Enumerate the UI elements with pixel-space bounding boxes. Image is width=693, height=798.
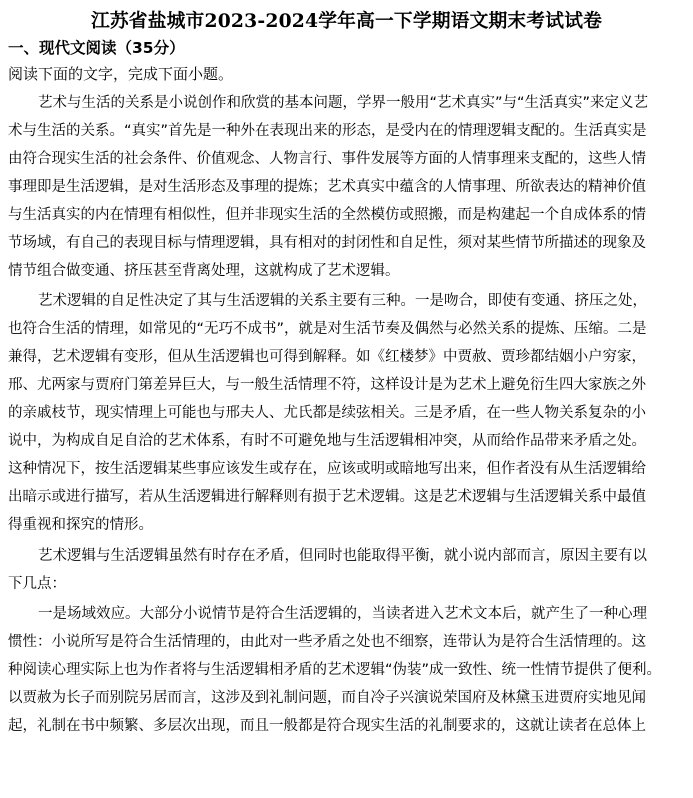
passage-line: 以贾赦为长子而别院另居而言，这涉及到礼制问题，而自冷子兴演说荣国府及林黛玉进贾府实地见闻 (8, 690, 646, 706)
passage-line: 说中，为构成自足自洽的艺术体系，有时不可避免地与生活逻辑相冲突，从而给作品带来矛盾之处。 (8, 433, 646, 449)
passage-line: 情节组合做变通、挤压甚至背离处理，这就构成了艺术逻辑。 (8, 263, 400, 279)
passage-line: 艺术与生活的关系是小说创作和欣赏的基本问题，学界一般用“艺术真实”与“生活真实”来定义艺 (38, 95, 649, 111)
passage-line: 也符合生活的情理，如常见的“无巧不成书”，就是对生活节奏及偶然与必然关系的提炼、压缩。二是 (8, 321, 647, 337)
passage-line: 的亲戚枝节，现实情理上可能也与邢夫人、尤氏都是续弦相关。三是矛盾，在一些人物关系复杂的小 (8, 405, 646, 421)
passage-line: 艺术逻辑的自足性决定了其与生活逻辑的关系主要有三种。一是吻合，即使有变通、挤压之处， (38, 293, 647, 309)
passage-line: 这种情况下，按生活逻辑某些事应该发生或存在，应该或明或暗地写出来，但作者没有从生活逻辑给 (8, 461, 646, 477)
passage-line: 出暗示或进行描写，若从生活逻辑进行解释则有损于艺术逻辑。这是艺术逻辑与生活逻辑关系中最值 (8, 489, 646, 505)
passage-line: 惯性：小说所写是符合生活情理的，由此对一些矛盾之处也不细察，连带认为是符合生活情理的。这 (8, 634, 646, 650)
passage-line: 得重视和探究的情形。 (8, 517, 153, 533)
passage-line: 兼得，艺术逻辑有变形，但从生活逻辑也可得到解释。如《红楼梦》中贾赦、贾珍都结姻小户穷家， (8, 349, 646, 365)
passage-line: 节场域，有自己的表现目标与情理逻辑，具有相对的封闭性和自足性，须对某些情节所描述的现象及 (8, 235, 646, 251)
document-title: 江苏省盐城市2023-2024学年高一下学期语文期末考试试卷 (90, 10, 603, 32)
passage-line: 由符合现实生活的社会条件、价值观念、人物言行、事件发展等方面的人情事理来支配的，这些人情 (8, 151, 646, 167)
passage-line: 种阅读心理实际上也为作者将与生活逻辑相矛盾的艺术逻辑“伪装”成一致性、统一性情节提供了便利。 (8, 662, 662, 678)
passage-line: 下几点： (8, 576, 66, 592)
passage-line: 邢、尤两家与贾府门第差异巨大，与一般生活情理不符，这样设计是为艺术上避免衍生四大家族之外 (8, 377, 646, 393)
reading-instruction: 阅读下面的文字，完成下面小题。 (8, 65, 234, 83)
passage-line: 术与生活的关系。“真实”首先是一种外在表现出来的形态，是受内在的情理逻辑支配的。生活真实是 (8, 123, 647, 139)
section-heading: 一、现代文阅读（35分） (8, 39, 185, 57)
passage-line: 艺术逻辑与生活逻辑虽然有时存在矛盾，但同时也能取得平衡，就小说内部而言，原因主要有以 (38, 548, 647, 564)
passage-line: 起，礼制在书中频繁、多层次出现，而且一般都是符合现实生活的礼制要求的，这就让读者在总体上 (8, 718, 646, 734)
passage-line: 一是场域效应。大部分小说情节是符合生活逻辑的，当读者进入艺术文本后，就产生了一种心理 (38, 606, 647, 622)
passage-line: 与生活真实的内在情理有相似性，但并非现实生活的全然模仿或照搬，而是构建起一个自成体系的情 (8, 207, 646, 223)
passage-line: 事理即是生活逻辑，是对生活形态及事理的提炼；艺术真实中蕴含的人情事理、所欲表达的精神价值 (8, 179, 646, 195)
